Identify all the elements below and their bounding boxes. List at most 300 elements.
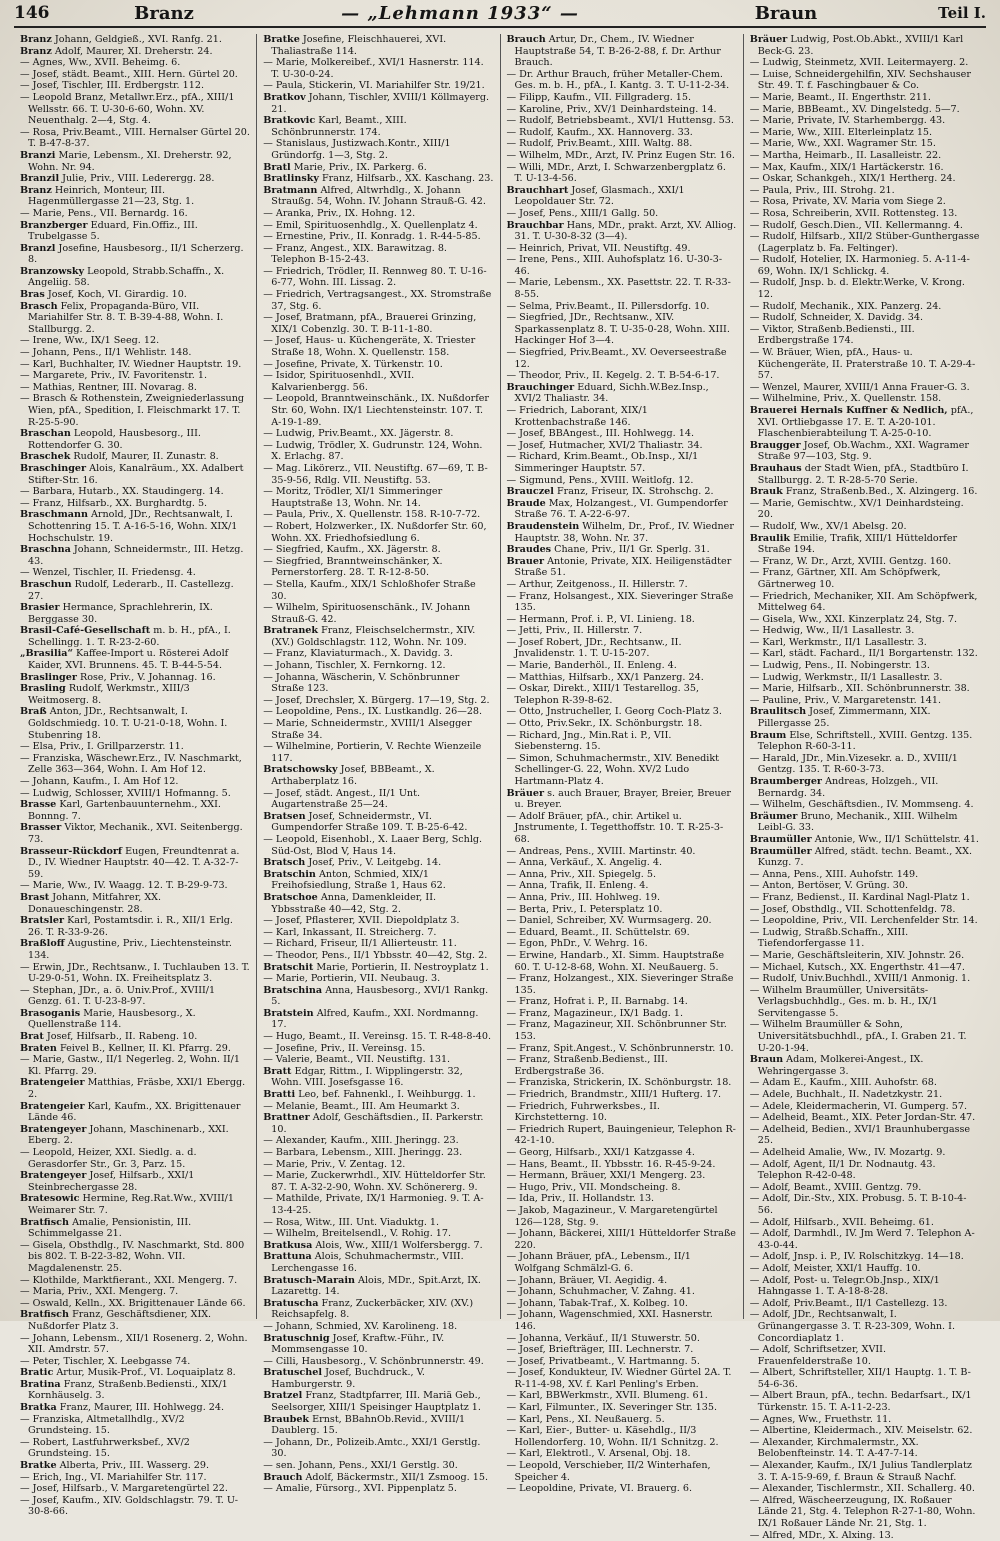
directory-entry	[507, 1425, 737, 1448]
entry-surname: Brauchhart	[506, 184, 569, 196]
entry-details: Josef, BBBeamt., X. Arthaberplatz 16.	[271, 764, 435, 787]
entry-details: — Adolf, Hilfsarb., XVII. Beheimg. 61.	[749, 1216, 934, 1228]
entry-details: — Brasch & Rothenstein, Zweigniederlassung Wien, pfA., Spedition, I. Fleischmarkt 17. T. R-25-5-90.	[20, 393, 245, 428]
entry-details: — Mag. Likörerz., VII. Neustiftg. 67—69, T. B-35-9-56, Rdlg. VII. Neustiftg. 53.	[263, 462, 488, 486]
entry-details: — Marie, Geschäftsleiterin, XIV. Johnstr. 26.	[749, 949, 965, 961]
entry-details: — Marie, Hilfsarb., XII. Schönbrunnerstr. 38.	[749, 683, 970, 695]
directory-entry	[750, 1344, 980, 1367]
entry-details: — Leopold, Verschieber, II/2 Winterhafen, Speicher 4.	[506, 1460, 711, 1483]
entry-details: — Wilhelm, Spirituosenschänk., IV. Johann Strauß-G. 42.	[263, 602, 471, 625]
entry-details: Alfred, Altwrhdlg., X. Johann Straußg. 54, Wohn. IV. Johann Strauß-G. 42.	[271, 184, 486, 208]
entry-details: — Irene, Ww., IX/1 Seeg. 12.	[20, 335, 160, 347]
directory-entry	[750, 1228, 980, 1251]
directory-entry	[263, 1460, 493, 1472]
directory-entry	[20, 683, 250, 706]
directory-entry	[750, 799, 980, 811]
directory-entry	[507, 254, 737, 277]
entry-details: — Rosa, Priv.Beamt., VIII. Hernalser Gürtel 20. T. B-47-8-37.	[20, 126, 250, 150]
entry-surname: Brauer	[506, 555, 545, 567]
entry-details: — Marie, Molkereibef., XVI/1 Hasnerstr. 114. T. U-30-0-24.	[263, 57, 484, 80]
entry-surname: Brasil-Café-Gesellschaft	[20, 625, 151, 637]
directory-entry	[507, 301, 737, 313]
directory-entry	[750, 393, 980, 405]
entry-details: — Wilhelm, Breitelsendl., V. Rohig. 17.	[263, 1228, 452, 1240]
directory-entry	[263, 579, 493, 602]
entry-surname: Braschinger	[20, 462, 87, 474]
entry-details: Anton, JDr., Rechtsanwalt, I. Goldschmiedg. 10. T. U-21-0-18, Wohn. I. Stubenring 18.	[28, 706, 228, 741]
directory-entry	[507, 672, 737, 684]
entry-details: Franz, Straßenb.Bediensti., XIX/1 Kornhäuselg. 3.	[28, 1378, 228, 1402]
entry-details: — Agnes, Ww., Fruethstr. 11.	[749, 1413, 892, 1425]
entry-details: — Wilhelmine, Portierin, V. Rechte Wienzeile 117.	[263, 741, 482, 764]
directory-entry	[263, 1228, 493, 1240]
entry-details: Adolf, Bäckermstr., XII/1 Zsmoog. 15.	[305, 1471, 489, 1483]
entry-surname: Bratranek	[263, 625, 319, 637]
entry-details: Marie, Portierin, II. Nestroyplatz 1.	[316, 961, 489, 973]
entry-details: — Adolf, Dir.-Stv., XIX. Probusg. 5. T. B-10-4-56.	[749, 1193, 967, 1216]
entry-surname: Branzowsky	[20, 265, 85, 277]
directory-entry	[750, 927, 980, 950]
directory-entry	[20, 1402, 250, 1414]
directory-entry	[750, 104, 980, 116]
directory-entry	[507, 277, 737, 300]
entry-details: — Ida, Priv., II. Hollandstr. 13.	[506, 1193, 655, 1205]
directory-entry	[750, 683, 980, 695]
entry-details: — Josef, städt. Beamt., XIII. Hern. Gürtel 20.	[20, 68, 238, 80]
directory-entry	[20, 92, 250, 127]
entry-details: — Rudolf, Kaufm., XX. Hannoverg. 33.	[506, 126, 693, 138]
directory-entry	[263, 1066, 493, 1089]
entry-surname: Braulitsch	[749, 706, 807, 718]
directory-entry	[750, 915, 980, 927]
directory-entry	[750, 695, 980, 707]
directory-entry	[20, 915, 250, 938]
entry-details: — Marie, Schneidermstr., XVIII/1 Alsegger Straße 34.	[263, 718, 472, 741]
directory-entry	[507, 718, 737, 730]
directory-entry	[750, 880, 980, 892]
entry-surname: Bratkovic	[263, 115, 316, 127]
directory-entry	[263, 1043, 493, 1055]
directory-entry	[507, 753, 737, 788]
directory-entry	[750, 834, 980, 846]
directory-entry	[263, 1414, 493, 1437]
entry-surname: Branz	[20, 45, 52, 57]
entry-details: Alfred, Kaufm., XXI. Nordmanng. 17.	[271, 1007, 479, 1031]
entry-details: — Egon, PhDr., V. Wehrg. 16.	[506, 938, 648, 950]
directory-entry	[263, 80, 493, 92]
directory-entry	[507, 1298, 737, 1310]
entry-details: — Ludwig, Trödler, X. Gudrunstr. 124, Wohn. X. Erlachg. 87.	[263, 439, 483, 463]
directory-entry	[263, 1251, 493, 1274]
entry-details: — Selma, Priv.Beamt., II. Pillersdorfg. 10.	[506, 300, 710, 312]
directory-entry	[20, 648, 250, 671]
column-4	[744, 34, 986, 1541]
directory-entry	[263, 1240, 493, 1252]
directory-entry	[263, 706, 493, 718]
directory-entry	[20, 706, 250, 741]
entry-surname: Braschun	[20, 578, 72, 590]
directory-entry	[263, 648, 493, 660]
directory-entry	[507, 498, 737, 521]
entry-details: — Johann, Bräuer, VI. Aegidig. 4.	[506, 1274, 668, 1286]
directory-entry	[20, 509, 250, 544]
entry-surname: Braten	[20, 1042, 57, 1054]
entry-details: — Michael, Kutsch., XX. Engerthstr. 41—47.	[749, 961, 965, 973]
directory-entry	[20, 1124, 250, 1147]
directory-entry	[750, 776, 980, 799]
entry-details: — Adele, Kleidermacherin, VI. Gumperg. 57.	[749, 1100, 968, 1112]
directory-entry	[750, 637, 980, 649]
directory-entry	[20, 208, 250, 220]
directory-entry	[20, 34, 250, 46]
entry-details: — Hermann, Prof. i. P., VI. Linieng. 18.	[506, 613, 695, 625]
entry-details: — Richard, Friseur, II/1 Allierteustr. 11.	[263, 938, 457, 950]
entry-details: Josefine, Hausbesorg., II/1 Scherzerg. 8.	[28, 242, 244, 266]
entry-details: Bruno, Mechanik., XIII. Wilhelm Leibl-G. 33.	[757, 810, 958, 834]
entry-details: — Alfred, Wäscheerzeugung, IX. Roßauer Lände 21, Stg. 4. Telephon R-27-1-80, Wohn. IX/1 Roßauer Lände Nr. 21, Stg. 1.	[749, 1494, 976, 1529]
entry-details: Anna, Hausbesorg., XVI/1 Rankg. 5.	[271, 984, 489, 1008]
entry-surname: Bratsler	[20, 915, 65, 927]
entry-surname: Bratmann	[263, 184, 318, 196]
directory-entry	[20, 335, 250, 347]
entry-details: — Adam E., Kaufm., XIII. Auhofstr. 68.	[749, 1077, 937, 1089]
directory-entry	[507, 1043, 737, 1055]
entry-details: — Oskar, Direkt., XIII/1 Testarellog. 35, Telephon R-39-8-62.	[506, 683, 700, 706]
entry-details: — Wilhelm Braumüller & Sohn, Universitätsbuchhdl., pfA., I. Graben 21. T. U-20-1-94.	[749, 1019, 967, 1054]
entry-details: — Maria, Priv., XXI. Mengerg. 7.	[20, 1286, 179, 1298]
directory-entry	[750, 1159, 980, 1182]
entry-details: — Aranka, Priv., IX. Hohng. 12.	[263, 207, 416, 219]
entry-details: — Heinrich, Privat, VII. Neustiftg. 49.	[506, 242, 691, 254]
directory-entry	[750, 1390, 980, 1413]
entry-details: — Hermann, Bräuer, XXI/1 Mengerg. 23.	[506, 1170, 706, 1182]
entry-details: — Siegfried, JDr., Rechtsanw., XIV. Sparkassenplatz 8. T. U-35-0-28, Wohn. XIII. Hackinger Hof 3—4.	[506, 312, 730, 347]
entry-details: — Hans, Beamt., II. Ybbsstr. 16. R-45-9-24.	[506, 1158, 716, 1170]
directory-entry	[507, 1182, 737, 1194]
entry-details: — Melanie, Beamt., III. Am Heumarkt 3.	[263, 1100, 460, 1112]
directory-entry	[507, 892, 737, 904]
directory-entry	[507, 1309, 737, 1332]
entry-details: — Mathilde, Private, IX/1 Harmonieg. 9. T. A-13-4-25.	[263, 1193, 484, 1216]
entry-details: Johann, Tischler, XVIII/1 Köllmayerg. 21.	[271, 91, 490, 115]
entry-details: Adolf, Geschäftsdien., II. Parkerstr. 10.	[271, 1112, 484, 1135]
entry-details: Marie, Lebensm., XI. Dreherstr. 92, Wohn. Nr. 94.	[28, 149, 232, 173]
entry-details: — Berta, Priv., I. Petersplatz 10.	[506, 903, 663, 915]
directory-entry	[507, 1193, 737, 1205]
entry-details: — Matthias, Hilfsarb., XX/1 Panzerg. 24.	[506, 671, 704, 683]
entry-details: Rudolf, Werkmstr., XIII/3 Weitmoserg. 8.	[28, 683, 190, 706]
entry-details: Augustine, Priv., Liechtensteinstr. 134.	[28, 938, 232, 961]
entry-surname: „Brasilia“	[20, 648, 73, 660]
entry-details: Ludwig, Post.Ob.Abkt., XVIII/1 Karl Beck-G. 23.	[757, 34, 964, 57]
directory-entry	[750, 162, 980, 174]
directory-entry	[263, 764, 493, 787]
entry-details: — Josef, Privatbeamt., V. Hartmanng. 5.	[506, 1355, 700, 1367]
directory-entry	[263, 1159, 493, 1171]
entry-details: — Rudolf, Hotelier, IX. Harmonieg. 5. A-11-4-69, Wohn. IX/1 Schlickg. 4.	[749, 254, 970, 277]
entry-details: Franz, Zuckerbäcker, XIV. (XV.) Reichsapfelg. 8.	[271, 1297, 474, 1321]
directory-entry	[750, 1530, 980, 1541]
directory-entry	[20, 1170, 250, 1193]
directory-entry	[750, 220, 980, 232]
entry-surname: Branzberger	[20, 219, 88, 231]
entry-details: Johann, Mitfahrer, XX. Donaueschingenstr. 28.	[28, 891, 162, 915]
directory-entry	[20, 150, 250, 173]
entry-details: — Paula, Stickerin, VI. Mariahilfer Str. 19/21.	[263, 80, 485, 92]
directory-entry	[263, 231, 493, 243]
entry-details: Johann, Geldgieß., XVI. Ranfg. 21.	[54, 34, 222, 45]
entry-surname: Bratschowsky	[263, 764, 338, 776]
entry-details: Wilhelm, Dr., Prof., IV. Wiedner Hauptstr. 38, Wohn. Nr. 37.	[514, 520, 734, 544]
entry-details: — Adolf, Darmhdl., IV. Jm Werd 7. Telephon A-43-0-44.	[749, 1228, 975, 1251]
entry-details: — Ludwig, Steinmetz, XVII. Leitermayerg. 2.	[749, 57, 969, 69]
directory-entry	[20, 266, 250, 289]
entry-details: Anna, Damenkleider, II. Ybbsstraße 40—42, Stg. 2.	[271, 891, 437, 915]
entry-details: Franz, Fleischselchermstr., XIV. (XV.) Goldschlagstr. 112, Wohn. Nr. 109.	[271, 625, 476, 648]
directory-entry	[263, 428, 493, 440]
entry-details: Josef, Hilfsarb., II. Rabeng. 10.	[46, 1031, 198, 1043]
entry-details: — Franz, Straßenb.Bedienst., III. Erdbergstraße 36.	[506, 1054, 668, 1077]
entry-details: — Erwin, JDr., Rechtsanw., I. Tuchlauben 13. T. U-29-0-51, Wohn. IX. Freiheitsplatz 3.	[20, 961, 250, 985]
directory-entry	[263, 509, 493, 521]
entry-details: — Arthur, Zeitgenoss., II. Hillerstr. 7.	[506, 578, 688, 590]
directory-entry	[507, 220, 737, 243]
entry-details: — Alexander, Kirchmalermstr., XX. Belobenfteinstr. 14. T. A-47-7-14.	[749, 1436, 919, 1460]
directory-entry	[507, 1333, 737, 1345]
entry-details: — Robert, Holzwerker., IX. Nußdorfer Str. 60, Wohn. XX. Friedhofsiedlung 6.	[263, 520, 487, 544]
entry-details: — Marie, Lebensm., XX. Pasettstr. 22. T. R-33-8-55.	[506, 277, 731, 301]
directory-entry	[263, 1101, 493, 1113]
entry-details: — Jakob, Magazineur., V. Margaretengürtel 126—128, Stg. 9.	[506, 1204, 718, 1228]
directory-entry	[507, 127, 737, 139]
entry-surname: Branz	[20, 184, 52, 196]
entry-details: — Emil, Spirituosenhdlg., X. Quellenplatz 4.	[263, 219, 478, 231]
directory-entry	[750, 208, 980, 220]
directory-entry	[750, 1193, 980, 1216]
entry-details: — Karoline, Priv., XV/1 Deinhardsteing. 14.	[506, 103, 717, 115]
directory-entry	[263, 811, 493, 834]
entry-details: — Josef, städt. Angest., II/1 Unt. Augartenstraße 25—24.	[263, 787, 421, 811]
directory-entry	[20, 69, 250, 81]
directory-entry	[20, 1460, 250, 1472]
directory-entry	[263, 625, 493, 648]
entry-details: — Siegfried, Priv.Beamt., XV. Oeverseestraße 12.	[506, 347, 727, 370]
entry-details: — Adolf Bräuer, pfA., chir. Artikel u. Jnstrumente, I. Tegetthoffstr. 10. T. R-25-3-68.	[506, 810, 724, 845]
directory-entry	[507, 880, 737, 892]
entry-surname: Braun	[749, 1054, 784, 1066]
entry-details: — Friedrich, Trödler, II. Rennweg 80. T. U-16-6-77, Wohn. III. Lissag. 2.	[263, 265, 487, 289]
directory-entry	[20, 1333, 250, 1356]
entry-details: — Amalie, Fürsorg., XVI. Pippenplatz 5.	[263, 1483, 457, 1495]
entry-surname: Bratlinsky	[263, 173, 319, 185]
directory-entry	[507, 34, 737, 69]
entry-surname: Brauerei Hernals Kuffner & Nedlich,	[749, 405, 948, 416]
entry-surname: Braulik	[749, 532, 791, 544]
directory-entry	[263, 602, 493, 625]
directory-entry	[507, 382, 737, 405]
directory-entry	[750, 1077, 980, 1089]
directory-entry	[507, 614, 737, 626]
entry-surname: Bratsch	[263, 857, 306, 869]
directory-entry	[263, 208, 493, 220]
entry-details: — Margarete, Priv., IV. Favoritenstr. 1.	[20, 370, 208, 382]
entry-details: — Wenzel, Maurer, XVIII/1 Anna Frauer-G. 3.	[749, 381, 970, 393]
directory-entry	[263, 660, 493, 672]
entry-details: — Stanislaus, Justizwach.Kontr., XIII/1 Gründorfg. 1—3, Stg. 2.	[263, 138, 451, 161]
entry-details: — Adolf, Beamt., XVIII. Gentzg. 79.	[749, 1181, 922, 1193]
directory-entry	[750, 382, 980, 394]
directory-entry	[20, 289, 250, 301]
entry-details: — Gisela, Ww., XXI. Kinzerplatz 24, Stg. 7.	[749, 613, 957, 625]
directory-entry	[20, 1193, 250, 1216]
directory-entry	[263, 57, 493, 80]
entry-details: — Leopoldine, Priv., VII. Lerchenfelder Str. 14.	[749, 915, 978, 927]
directory-entry	[507, 938, 737, 950]
directory-entry	[507, 1089, 737, 1101]
entry-details: — Pauline, Priv., V. Margaretenstr. 141.	[749, 694, 942, 706]
directory-entry	[263, 92, 493, 115]
entry-details: Hermine, Reg.Rat.Ww., XVIII/1 Weimarer Str. 7.	[28, 1193, 234, 1216]
directory-entry	[507, 1147, 737, 1159]
entry-details: — Hedwig, Ww., II/1 Lasallestr. 3.	[749, 625, 915, 637]
directory-entry	[507, 115, 737, 127]
entry-details: Rose, Priv., V. Johannag. 16.	[79, 671, 216, 683]
entry-details: Max, Holzangest., VI. Gumpendorfer Straße 76. T. A-22-6-97.	[514, 497, 728, 521]
directory-entry	[750, 730, 980, 753]
directory-entry	[20, 880, 250, 892]
entry-details: — Franz, Magazineur., IX/1 Badg. 1.	[506, 1007, 683, 1019]
entry-details: — Johann, Dr., Polizeib.Amtc., XXI/1 Gerstlg. 30.	[263, 1436, 481, 1460]
directory-entry	[750, 846, 980, 869]
directory-entry	[507, 973, 737, 996]
directory-entry	[20, 486, 250, 498]
entry-details: — Rudolf, Mechanik., XIX. Panzerg. 24.	[749, 300, 942, 312]
entry-details: Arnold, JDr., Rechtsanwalt, I. Schottenring 15. T. A-16-5-16, Wohn. XIX/1 Hochschulstr. 19.	[28, 509, 238, 544]
directory-entry	[507, 1251, 737, 1274]
directory-entry	[507, 1356, 737, 1368]
directory-entry	[20, 985, 250, 1008]
entry-details: — Rudolf, Gesch.Dien., VII. Kellermanng. 4.	[749, 219, 963, 231]
entry-details: Josef, Zimmermann, XIX. Pillergasse 25.	[757, 706, 931, 730]
entry-surname: Brauk	[749, 486, 783, 498]
entry-details: — Franz, Spit.Angest., V. Schönbrunnerstr. 10.	[506, 1042, 734, 1054]
entry-details: — Johanna, Verkäuf., II/1 Stuwerstr. 50.	[506, 1332, 700, 1344]
entry-details: — Josef, Hutmacher, XVI/2 Thaliastr. 34.	[506, 439, 703, 451]
entry-details: — Theodor, Priv., II. Kegelg. 2. T. B-54-6-17.	[506, 370, 720, 382]
directory-entry	[263, 950, 493, 962]
directory-entry	[20, 463, 250, 486]
entry-details: — Oskar, Schankgeh., XIX/1 Hertherg. 24.	[749, 173, 956, 185]
directory-entry	[263, 1031, 493, 1043]
directory-entry	[750, 196, 980, 208]
entry-details: — Josef, Briefträger, III. Lechnerstr. 7.	[506, 1344, 694, 1356]
directory-entry	[750, 950, 980, 962]
directory-entry	[20, 1043, 250, 1055]
entry-details: — Franz, Magazineur, XII. Schönbrunner Str. 153.	[506, 1019, 727, 1043]
directory-entry	[750, 811, 980, 834]
directory-entry	[20, 1286, 250, 1298]
directory-entry	[263, 289, 493, 312]
directory-entry	[750, 92, 980, 104]
directory-entry	[20, 1008, 250, 1031]
directory-entry	[20, 822, 250, 845]
entry-surname: Braugger	[749, 439, 801, 451]
entry-details: Julie, Priv., VIII. Lederergg. 28.	[62, 173, 215, 185]
entry-surname: Bratstein	[263, 1007, 314, 1019]
directory-entry	[263, 1147, 493, 1159]
entry-surname: Bratke	[263, 34, 300, 45]
directory-entry	[750, 1275, 980, 1298]
entry-surname: Brauch	[506, 34, 546, 45]
entry-surname: Bratfisch	[20, 1216, 70, 1228]
entry-details: — Albertine, Kleidermach., XIV. Meiselstr. 62.	[749, 1425, 973, 1437]
entry-details: Eugen, Freundtenrat a. D., IV. Wiedner Hauptstr. 40—42. T. A-32-7-59.	[28, 845, 240, 880]
entry-details: — Leopoldine, Pens., IX. Lustkandlg. 26—28.	[263, 706, 483, 718]
entry-details: — Josef, Hilfsarb., V. Margaretengürtel 22.	[20, 1483, 228, 1495]
directory-entry	[507, 788, 737, 811]
directory-entry	[20, 57, 250, 69]
entry-details: — Jetti, Priv., II. Hillerstr. 7.	[506, 625, 643, 637]
directory-entry	[20, 741, 250, 753]
entry-details: — Karl, Eier-, Butter- u. Käsehdlg., II/3 Hollendorferg. 10, Wohn. II/1 Schnitzg. 2.	[506, 1425, 719, 1448]
entry-details: — Karl, BBWerkmstr., XVII. Blumeng. 61.	[506, 1390, 708, 1402]
entry-details: — Ludwig, Straßb.Schaffn., XIII. Tiefendorfergasse 11.	[749, 926, 909, 950]
entry-details: Johann, Maschinenarb., XXI. Eberg. 2.	[28, 1123, 229, 1147]
directory-entry	[507, 556, 737, 579]
page-number: 146	[14, 3, 50, 23]
entry-details: — Adelheid Amalie, Ww., IV. Mozartg. 9.	[749, 1147, 946, 1158]
entry-details: Franz, Stadtpfarrer, III. Mariä Geb., Seelsorger, XIII/1 Speisinger Hauptplatz 1.	[271, 1390, 481, 1414]
entry-details: — Johann, Schuhmacher, V. Zahng. 41.	[506, 1286, 695, 1298]
entry-details: — Marie, Gemischtw., XV/1 Deinhardsteing. 20.	[749, 497, 964, 521]
entry-details: — Johann, Wagenschmied, XXI. Hasnerstr. 146.	[506, 1309, 713, 1332]
entry-details: — Erich, Ing., VI. Mariahilfer Str. 117.	[20, 1471, 207, 1483]
directory-entry	[750, 440, 980, 463]
entry-details: Marie, Hausbesorg., X. Quellenstraße 114.	[28, 1007, 196, 1031]
directory-entry	[20, 1031, 250, 1043]
entry-details: — Marie, Beamt., II. Engerthstr. 211.	[749, 91, 931, 103]
entry-details: — Johann Bräuer, pfA., Lebensm., II/1 Wolfgang Schmälzl-G. 6.	[506, 1251, 691, 1274]
directory-entry	[20, 393, 250, 428]
entry-details: Franz, Straßenb.Bed., X. Alzingerg. 16.	[785, 486, 978, 498]
directory-entry	[507, 1077, 737, 1089]
entry-details: Hermance, Sprachlehrerin, IX. Berggasse 30.	[28, 602, 213, 625]
entry-details: Franz, Hilfsarb., XX. Kaschang. 23.	[322, 173, 494, 185]
directory-entry	[20, 1495, 250, 1518]
directory-entry	[507, 1170, 737, 1182]
directory-entry	[750, 1425, 980, 1437]
entry-details: — Stephan, JDr., a. ö. Univ.Prof., XVIII/1 Genzg. 61. T. U-23-8-97.	[20, 984, 216, 1008]
directory-entry	[507, 1205, 737, 1228]
directory-entry	[20, 579, 250, 602]
directory-entry	[263, 1483, 493, 1495]
directory-entry	[263, 370, 493, 393]
entry-details: Else, Schriftstell., XVIII. Gentzg. 135. Telephon R-60-3-11.	[757, 729, 973, 753]
entry-surname: Bratti	[263, 1089, 296, 1101]
entry-details: — Rosa, Witw., III. Unt. Viaduktg. 1.	[263, 1216, 440, 1228]
directory-entry	[507, 857, 737, 869]
entry-details: — Theodor, Pens., II/1 Ybbsstr. 40—42, Stg. 2.	[263, 949, 488, 961]
directory-entry	[507, 370, 737, 382]
directory-entry	[750, 1263, 980, 1275]
directory-entry	[507, 1124, 737, 1147]
directory-entry	[750, 648, 980, 660]
entry-surname: Bratengeyer	[20, 1170, 87, 1182]
directory-entry	[263, 243, 493, 266]
directory-entry	[750, 1101, 980, 1113]
directory-entry	[750, 1460, 980, 1483]
entry-surname: Brasch	[20, 300, 58, 312]
